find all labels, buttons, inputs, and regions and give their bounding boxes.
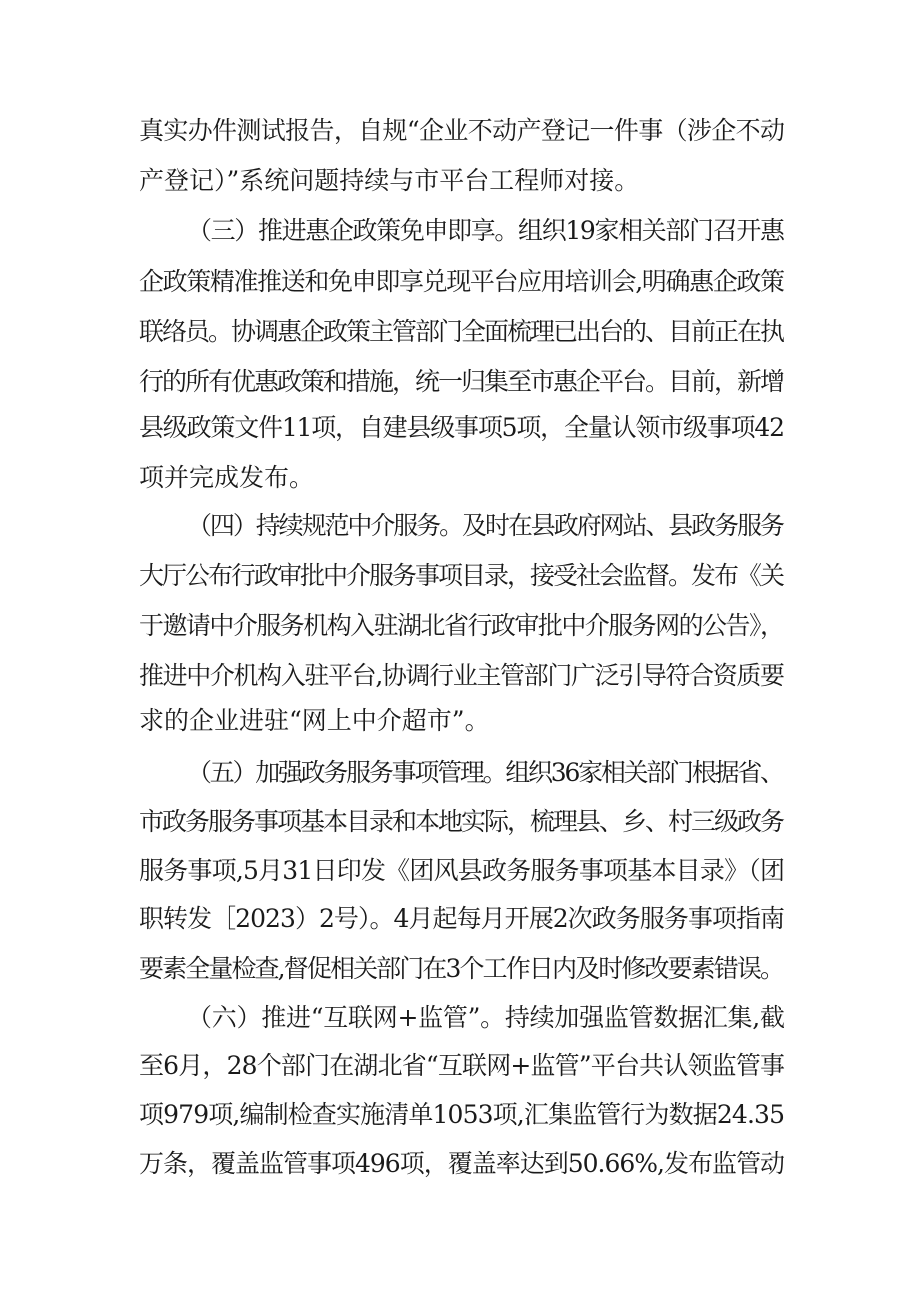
- text-line: 职转发［2023）2号）。4月起每月开展2次政务服务事项指南: [139, 904, 785, 933]
- text-line: 市政务服务事项基本目录和本地实际，梳理县、乡、村三级政务: [139, 807, 783, 836]
- text-line: （六）推进“互联网+监管”。持续加强监管数据汇集,截: [187, 1003, 785, 1032]
- text-line: 真实办件测试报告，自规“企业不动产登记一件事（涉企不动: [139, 116, 785, 145]
- text-line: 服务事项,5月31日印发《团风县政务服务事项基本目录》（团: [139, 856, 785, 885]
- text-line: 于邀请中介服务机构入驻湖北省行政审批中介服务网的公告》，: [139, 611, 784, 640]
- text-line: 产登记）”系统问题持续与市平台工程师对接。: [139, 166, 640, 195]
- text-line: 万条，覆盖监管事项496项，覆盖率达到50.66%,发布监管动: [139, 1149, 784, 1178]
- text-line: 项979项,编制检查实施清单1053项,汇集监管行为数据24.35: [139, 1100, 785, 1129]
- text-line: 企政策精准推送和免申即享兑现平台应用培训会,明确惠企政策: [139, 267, 784, 296]
- text-line: 大厅公布行政审批中介服务事项目录，接受社会监督。发布《关: [139, 561, 783, 590]
- text-line: 行的所有优惠政策和措施，统一归集至市惠企平台。目前，新增: [139, 367, 783, 396]
- text-line: 求的企业进驻“网上中介超市”。: [139, 706, 490, 735]
- text-line: 推进中介机构入驻平台,协调行业主管部门广泛引导符合资质要: [139, 661, 784, 690]
- text-line: （四）持续规范中介服务。及时在县政府网站、县政务服务: [187, 511, 783, 540]
- text-line: （五）加强政务服务事项管理。组织36家相关部门根据省、: [187, 758, 783, 787]
- text-line: 要素全量检查,督促相关部门在3个工作日内及时修改要素错误。: [139, 954, 784, 983]
- text-line: 至6月，28个部门在湖北省“互联网+监管”平台共认领监管事: [139, 1051, 785, 1080]
- text-line: （三）推进惠企政策免申即享。组织19家相关部门召开惠: [187, 216, 784, 245]
- text-line: 项并完成发布。: [139, 463, 315, 492]
- text-line: 联络员。协调惠企政策主管部门全面梳理已出台的、目前正在执: [139, 317, 783, 346]
- text-line: 县级政策文件11项，自建县级事项5项，全量认领市级事项42: [139, 413, 784, 442]
